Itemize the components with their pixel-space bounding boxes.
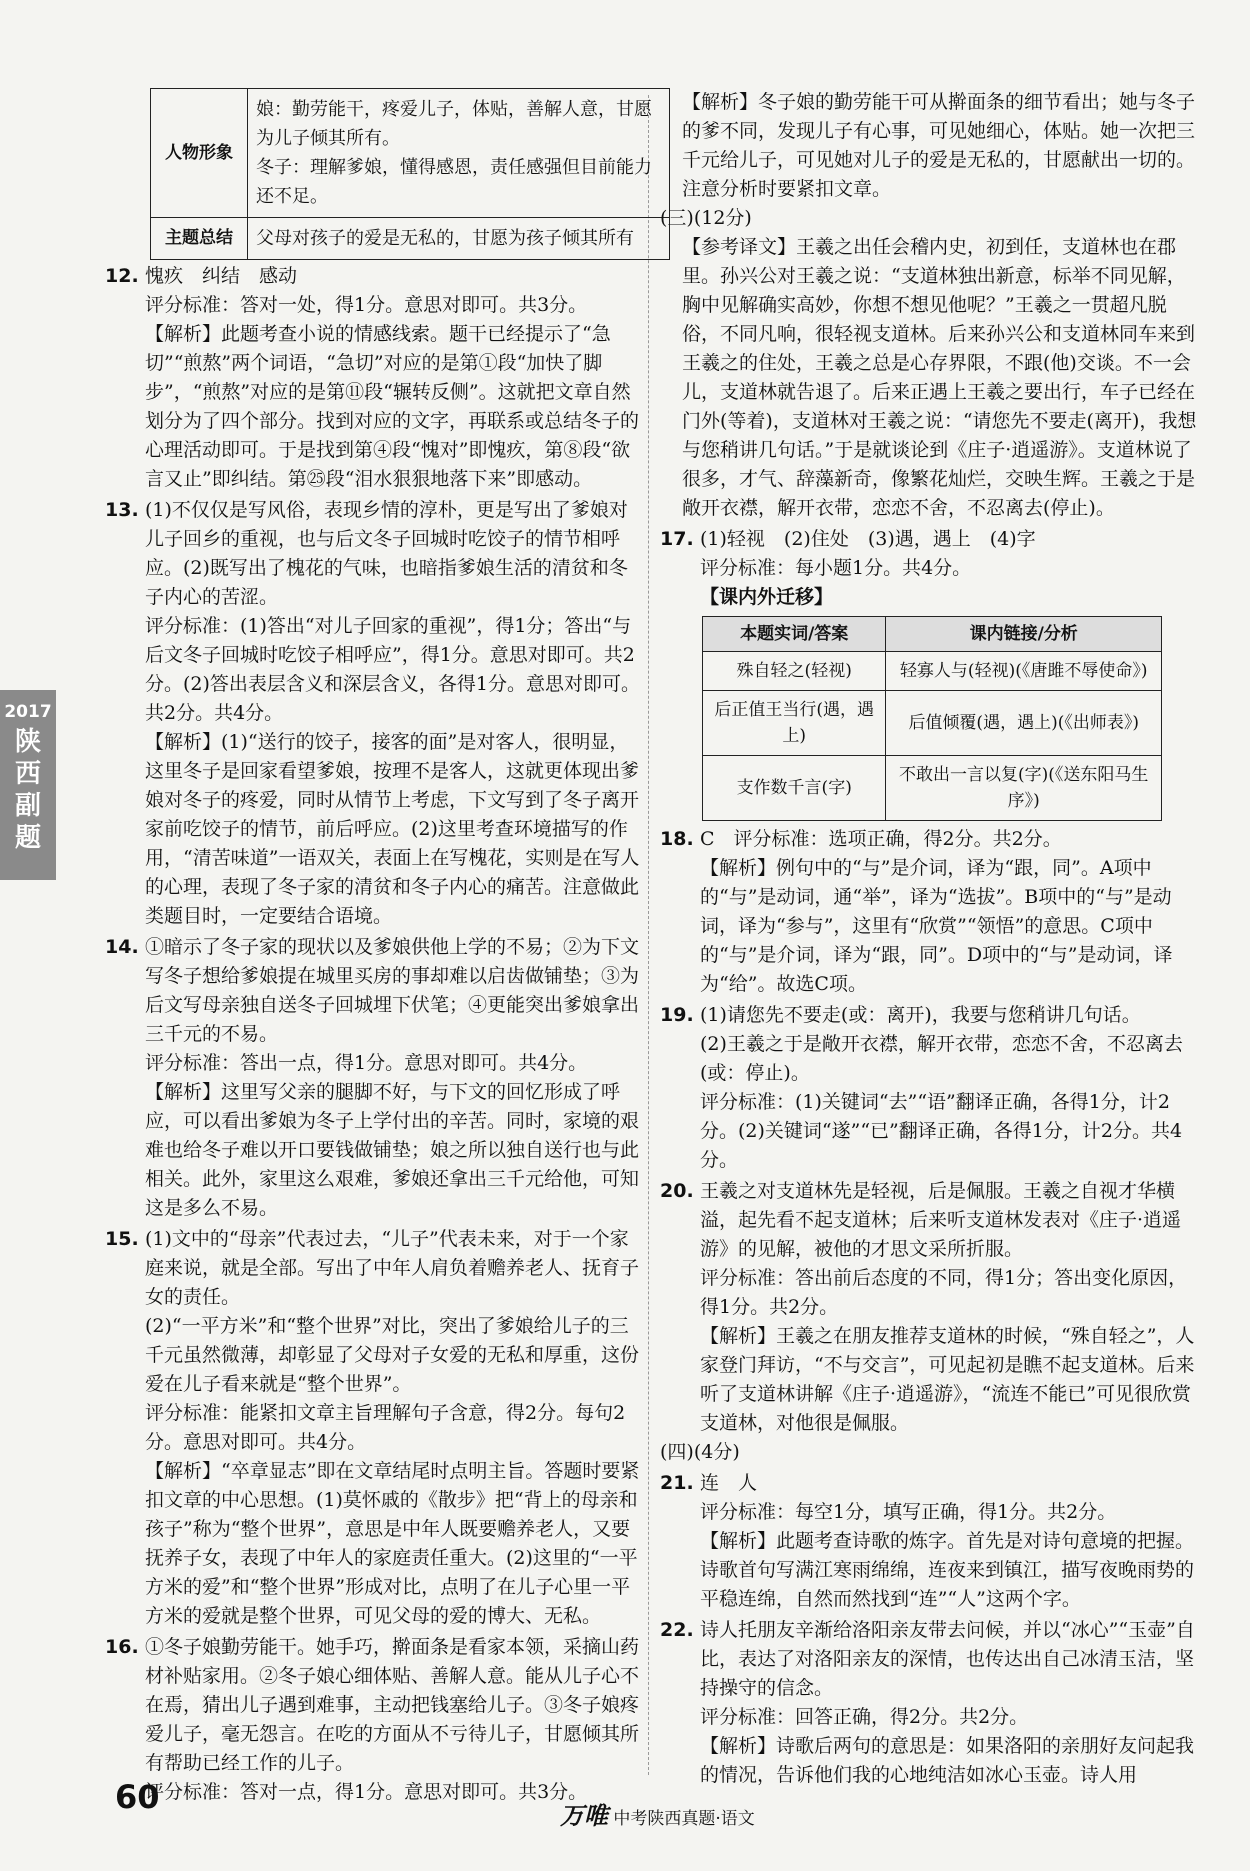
- table-head-theme: 主题总结: [151, 218, 248, 260]
- sidebar-year: 2017: [4, 702, 52, 722]
- scoring-standard: 评分标准：能紧扣文章主旨理解句子含意，得2分。每句2分。意思对即可。共4分。: [145, 1402, 626, 1453]
- sidebar-title: 陕 西 副 题: [14, 727, 41, 853]
- transfer-label: 【课内外迁移】: [700, 586, 834, 608]
- answer: 愧疚 纠结 感动: [145, 265, 298, 287]
- question-12: 12. 愧疚 纠结 感动 评分标准：答对一处，得1分。意思对即可。共3分。 【解析】此题考查小说的情感线索。题干已经提示了“急切”“煎熬”两个词语，“急切”对应的是第①段“加快了脚步”，“煎熬”对应的是第⑪段“辗转反侧”。这就把文章自然划分为了四个部分。找到对应的文字，再联系或总结冬子的心理活动即可。于是找到第④段“愧对”即愧疚，第⑧段“欲言又止”即纠结。第㉕段“泪水狠狠地落下来”即感动。: [105, 262, 640, 494]
- right-column: [660, 88, 1200, 1790]
- analysis: 【解析】王羲之在朋友推荐支道林的时候，“殊自轻之”，人家登门拜访，“不与交言”，可见起初是瞧不起支道林。后来听了支道林讲解《庄子·逍遥游》，“流连不能已”可见很欣赏支道林，对他很是佩服。: [700, 1325, 1195, 1434]
- answer: ①冬子娘勤劳能干。她手巧，擀面条是看家本领，采摘山药材补贴家用。②冬子娘心细体贴、善解人意。能从儿子心不在焉，猜出儿子遇到难事，主动把钱塞给儿子。③冬子娘疼爱儿子，毫无怨言。在吃的方面从不亏待儿子，甘愿倾其所有帮助已经工作的儿子。: [145, 1636, 640, 1774]
- table-header: 课内链接/分析: [886, 617, 1162, 652]
- answer: (1)不仅仅是写风俗，表现乡情的淳朴，更是写出了爹娘对儿子回乡的重视，也与后文冬子回城时吃饺子的情节相呼应。(2)既写出了槐花的气味，也暗指爹娘生活的清贫和冬子内心的苦涩。: [145, 499, 628, 608]
- answer: 连 人: [700, 1472, 758, 1494]
- answer: (2)“一平方米”和“整个世界”对比，突出了爹娘给儿子的三千元虽然微薄，却彰显了父母对子女爱的无私和厚重，这份爱在儿子看来就是“整个世界”。: [145, 1315, 640, 1395]
- reference-translation: 【参考译文】王羲之出任会稽内史，初到任，支道林也在郡里。孙兴公对王羲之说：“支道林独出新意，标举不同见解，胸中见解确实高妙，你想不想见他呢？”王羲之一贯超凡脱俗，不同凡响，很轻视支道林。后来孙兴公和支道林同车来到王羲之的住处，王羲之总是心存界限，不跟(他)交谈。不一会儿，支道林就告退了。后来正遇上王羲之要出行，车子已经在门外(等着)，支道林对王羲之说：“请您先不要走(离开)，我想与您稍讲几句话。”于是就谈论到《庄子·逍遥游》。支道林说了很多，才气、辞藻新奇，像繁花灿烂，交映生辉。王羲之于是敞开衣襟，解开衣带，恋恋不舍，不忍离去(停止)。: [682, 236, 1197, 519]
- answer: (1)轻视 (2)住处 (3)遇，遇上 (4)字: [700, 528, 1036, 550]
- answer: ①暗示了冬子家的现状以及爹娘供他上学的不易；②为下文写冬子想给爹娘提在城里买房的事却难以启齿做铺垫；③为后文写母亲独自送冬子回城埋下伏笔；④更能突出爹娘拿出三千元的不易。: [145, 936, 640, 1045]
- table-cell-theme: 父母对孩子的爱是无私的，甘愿为孩子倾其所有: [248, 218, 670, 260]
- scoring-standard: 评分标准：答出前后态度的不同，得1分；答出变化原因，得1分。共2分。: [700, 1267, 1188, 1318]
- question-13: 13. (1)不仅仅是写风俗，表现乡情的淳朴，更是写出了爹娘对儿子回乡的重视，也与后文冬子回城时吃饺子的情节相呼应。(2)既写出了槐花的气味，也暗指爹娘生活的清贫和冬子内心的苦涩。 评分标准：(1)答出“对儿子回家的重视”，得1分；答出“与后文冬子回城时吃饺子相呼应”，得1分。意思对即可。共2分。(2)答出表层含义和深层含义，各得1分。意思对即可。共2分。共4分。 【解析】(1)“送行的饺子，接客的面”是对客人，很明显，这里冬子是回家看望爹娘，按理不是客人，这就更体现出爹娘对冬子的疼爱，同时从情节上考虑，下文写到了冬子离开家前吃饺子的情节，前后呼应。(2)这里考查环境描写的作用，“清苦味道”一语双关，表面上在写槐花，实则是在写人的心理，表现了冬子家的清贫和冬子内心的痛苦。注意做此类题目时，一定要结合语境。: [105, 496, 640, 931]
- question-21: 21. 连 人 评分标准：每空1分，填写正确，得1分。共2分。 【解析】此题考查诗歌的炼字。首先是对诗句意境的把握。诗歌首句写满江寒雨绵绵，连夜来到镇江，描写夜晚雨势的平稳连绵，自然而然找到“连”“人”这两个字。: [660, 1469, 1200, 1614]
- analysis: 【解析】冬子娘的勤劳能干可从擀面条的细节看出；她与冬子的爹不同，发现儿子有心事，可见她细心，体贴。她一次把三千元给儿子，可见她对儿子的爱是无私的，甘愿献出一切的。注意分析时要紧扣文章。: [682, 91, 1196, 200]
- answer: (1)请您先不要走(或：离开)，我要与您稍讲几句话。: [700, 1004, 1141, 1026]
- analysis: 【解析】例句中的“与”是介词，译为“跟，同”。A项中的“与”是动词，通“举”，译为“选拔”。B项中的“与”是动词，译为“参与”，这里有“欣赏”“领悟”的意思。C项中的“与”是介词，译为“跟，同”。D项中的“与”是动词，译为“给”。故选C项。: [700, 857, 1173, 995]
- question-17: 17. (1)轻视 (2)住处 (3)遇，遇上 (4)字 评分标准：每小题1分。共4分。 【课内外迁移】: [660, 525, 1200, 612]
- table-cell-character: 娘：勤劳能干，疼爱儿子，体贴，善解人意，甘愿为儿子倾其所有。 冬子：理解爹娘，懂得感恩，责任感强但目前能力还不足。: [248, 89, 670, 218]
- table-head-character: 人物形象: [151, 89, 248, 218]
- scoring-standard: 评分标准：答对一处，得1分。意思对即可。共3分。: [145, 294, 588, 316]
- brand-logo: 万唯: [560, 1802, 608, 1830]
- scoring-standard: 评分标准：(1)关键词“去”“语”翻译正确，各得1分，计2分。(2)关键词“遂”“已”翻译正确，各得1分，计2分。共4分。: [700, 1091, 1183, 1171]
- character-table: [150, 88, 670, 260]
- table-row: 殊自轻之(轻视) 轻寡人与(轻视)(《唐雎不辱使命》): [703, 652, 1162, 691]
- transfer-table: [702, 616, 1162, 821]
- answer: (1)文中的“母亲”代表过去，“儿子”代表未来，对于一个家庭来说，就是全部。写出了中年人肩负着赡养老人、抚育子女的责任。: [145, 1228, 640, 1308]
- question-16: 16. ①冬子娘勤劳能干。她手巧，擀面条是看家本领，采摘山药材补贴家用。②冬子娘心细体贴、善解人意。能从儿子心不在焉，猜出儿子遇到难事，主动把钱塞给儿子。③冬子娘疼爱儿子，毫无怨言。在吃的方面从不亏待儿子，甘愿倾其所有帮助已经工作的儿子。 评分标准：答对一点，得1分。意思对即可。共3分。: [105, 1633, 640, 1807]
- table-row: 后正值王当行(遇，遇上) 后值倾覆(遇，遇上)(《出师表》): [703, 691, 1162, 756]
- question-19: 19. (1)请您先不要走(或：离开)，我要与您稍讲几句话。 (2)王羲之于是敞开衣襟，解开衣带，恋恋不舍，不忍离去(或：停止)。 评分标准：(1)关键词“去”“语”翻译正确，各得1分，计2分。(2)关键词“遂”“已”翻译正确，各得1分，计2分。共4分。: [660, 1001, 1200, 1175]
- question-14: 14. ①暗示了冬子家的现状以及爹娘供他上学的不易；②为下文写冬子想给爹娘提在城里买房的事却难以启齿做铺垫；③为后文写母亲独自送冬子回城埋下伏笔；④更能突出爹娘拿出三千元的不易。 评分标准：答出一点，得1分。意思对即可。共4分。 【解析】这里写父亲的腿脚不好，与下文的回忆形成了呼应，可以看出爹娘为冬子上学付出的辛苦。同时，家境的艰难也给冬子难以开口要钱做铺垫；娘之所以独自送行也与此相关。此外，家里这么艰难，爹娘还拿出三千元给他，可知这是多么不易。: [105, 933, 640, 1223]
- sidebar-tab: [0, 690, 56, 880]
- question-18: 18. C 评分标准：选项正确，得2分。共2分。 【解析】例句中的“与”是介词，译为“跟，同”。A项中的“与”是动词，通“举”，译为“选拔”。B项中的“与”是动词，译为“参与”，这里有“欣赏”“领悟”的意思。C项中的“与”是介词，译为“跟，同”。D项中的“与”是动词，译为“给”。故选C项。: [660, 825, 1200, 999]
- page-number: 60: [115, 1778, 160, 1816]
- analysis: 【解析】“卒章显志”即在文章结尾时点明主旨。答题时要紧扣文章的中心思想。(1)莫怀戚的《散步》把“背上的母亲和孩子”称为“整个世界”，意思是中年人既要赡养老人，又要抚养子女，表现了中年人的家庭责任重大。(2)这里的“一平方米的爱”和“整个世界”形成对比，点明了在儿子心里一平方米的爱就是整个世界，可见父母的爱的博大、无私。: [145, 1460, 640, 1627]
- question-22: 22. 诗人托朋友辛渐给洛阳亲友带去问候，并以“冰心”“玉壶”自比，表达了对洛阳亲友的深情，也传达出自己冰清玉洁，坚持操守的信念。 评分标准：回答正确，得2分。共2分。 【解析】诗歌后两句的意思是：如果洛阳的亲朋好友问起我的情况，告诉他们我的心地纯洁如冰心玉壶。诗人用: [660, 1616, 1200, 1790]
- answer: 诗人托朋友辛渐给洛阳亲友带去问候，并以“冰心”“玉壶”自比，表达了对洛阳亲友的深情，也传达出自己冰清玉洁，坚持操守的信念。: [700, 1619, 1195, 1699]
- analysis: 【解析】(1)“送行的饺子，接客的面”是对客人，很明显，这里冬子是回家看望爹娘，按理不是客人，这就更体现出爹娘对冬子的疼爱，同时从情节上考虑，下文写到了冬子离开家前吃饺子的情节，前后呼应。(2)这里考查环境描写的作用，“清苦味道”一语双关，表面上在写槐花，实则是在写人的心理，表现了冬子家的清贫和冬子内心的痛苦。注意做此类题目时，一定要结合语境。: [145, 731, 640, 927]
- table-row: 支作数千言(字) 不敢出一言以复(字)(《送东阳马生序》): [703, 756, 1162, 821]
- footer-brand: [560, 1796, 755, 1831]
- analysis: 【解析】这里写父亲的腿脚不好，与下文的回忆形成了呼应，可以看出爹娘为冬子上学付出的辛苦。同时，家境的艰难也给冬子难以开口要钱做铺垫；娘之所以独自送行也与此相关。此外，家里这么艰难，爹娘还拿出三千元给他，可知这是多么不易。: [145, 1081, 640, 1219]
- answer: (2)王羲之于是敞开衣襟，解开衣带，恋恋不舍，不忍离去(或：停止)。: [700, 1033, 1183, 1084]
- scoring-standard: 评分标准：答对一点，得1分。意思对即可。共3分。: [145, 1781, 588, 1803]
- scoring-standard: 评分标准：答出一点，得1分。意思对即可。共4分。: [145, 1052, 588, 1074]
- question-20: 20. 王羲之对支道林先是轻视，后是佩服。王羲之自视才华横溢，起先看不起支道林；后来听支道林发表对《庄子·逍遥游》的见解，被他的才思文采所折服。 评分标准：答出前后态度的不同，得1分；答出变化原因，得1分。共2分。 【解析】王羲之在朋友推荐支道林的时候，“殊自轻之”，人家登门拜访，“不与交言”，可见起初是瞧不起支道林。后来听了支道林讲解《庄子·逍遥游》，“流连不能已”可见很欣赏支道林，对他很是佩服。: [660, 1177, 1200, 1438]
- section-heading-3: (三)(12分): [660, 207, 752, 229]
- book-title: 中考陕西真题·语文: [613, 1809, 755, 1829]
- analysis: 【解析】诗歌后两句的意思是：如果洛阳的亲朋好友问起我的情况，告诉他们我的心地纯洁如冰心玉壶。诗人用: [700, 1735, 1195, 1786]
- analysis: 【解析】此题考查诗歌的炼字。首先是对诗句意境的把握。诗歌首句写满江寒雨绵绵，连夜来到镇江，描写夜晚雨势的平稳连绵，自然而然找到“连”“人”这两个字。: [700, 1530, 1195, 1610]
- scoring-standard: 评分标准：每空1分，填写正确，得1分。共2分。: [700, 1501, 1117, 1523]
- table-header: 本题实词/答案: [703, 617, 886, 652]
- column-divider: [648, 95, 649, 1775]
- scoring-standard: 评分标准：回答正确，得2分。共2分。: [700, 1706, 1029, 1728]
- question-15: 15. (1)文中的“母亲”代表过去，“儿子”代表未来，对于一个家庭来说，就是全部。写出了中年人肩负着赡养老人、抚育子女的责任。 (2)“一平方米”和“整个世界”对比，突出了爹娘给儿子的三千元虽然微薄，却彰显了父母对子女爱的无私和厚重，这份爱在儿子看来就是“整个世界”。 评分标准：能紧扣文章主旨理解句子含意，得2分。每句2分。意思对即可。共4分。 【解析】“卒章显志”即在文章结尾时点明主旨。答题时要紧扣文章的中心思想。(1)莫怀戚的《散步》把“背上的母亲和孩子”称为“整个世界”，意思是中年人既要赡养老人，又要抚养子女，表现了中年人的家庭责任重大。(2)这里的“一平方米的爱”和“整个世界”形成对比，点明了在儿子心里一平方米的爱就是整个世界，可见父母的爱的博大、无私。: [105, 1225, 640, 1631]
- analysis: 【解析】此题考查小说的情感线索。题干已经提示了“急切”“煎熬”两个词语，“急切”对应的是第①段“加快了脚步”，“煎熬”对应的是第⑪段“辗转反侧”。这就把文章自然划分为了四个部分。找到对应的文字，再联系或总结冬子的心理活动即可。于是找到第④段“愧对”即愧疚，第⑧段“欲言又止”即纠结。第㉕段“泪水狠狠地落下来”即感动。: [145, 323, 640, 490]
- answer: 王羲之对支道林先是轻视，后是佩服。王羲之自视才华横溢，起先看不起支道林；后来听支道林发表对《庄子·逍遥游》的见解，被他的才思文采所折服。: [700, 1180, 1182, 1260]
- left-column: [105, 88, 652, 1807]
- answer: C 评分标准：选项正确，得2分。共2分。: [700, 828, 1062, 850]
- scoring-standard: 评分标准：(1)答出“对儿子回家的重视”，得1分；答出“与后文冬子回城时吃饺子相呼应”，得1分。意思对即可。共2分。(2)答出表层含义和深层含义，各得1分。意思对即可。共2分。共4分。: [145, 615, 641, 724]
- scoring-standard: 评分标准：每小题1分。共4分。: [700, 557, 972, 579]
- section-heading-4: (四)(4分): [660, 1441, 740, 1463]
